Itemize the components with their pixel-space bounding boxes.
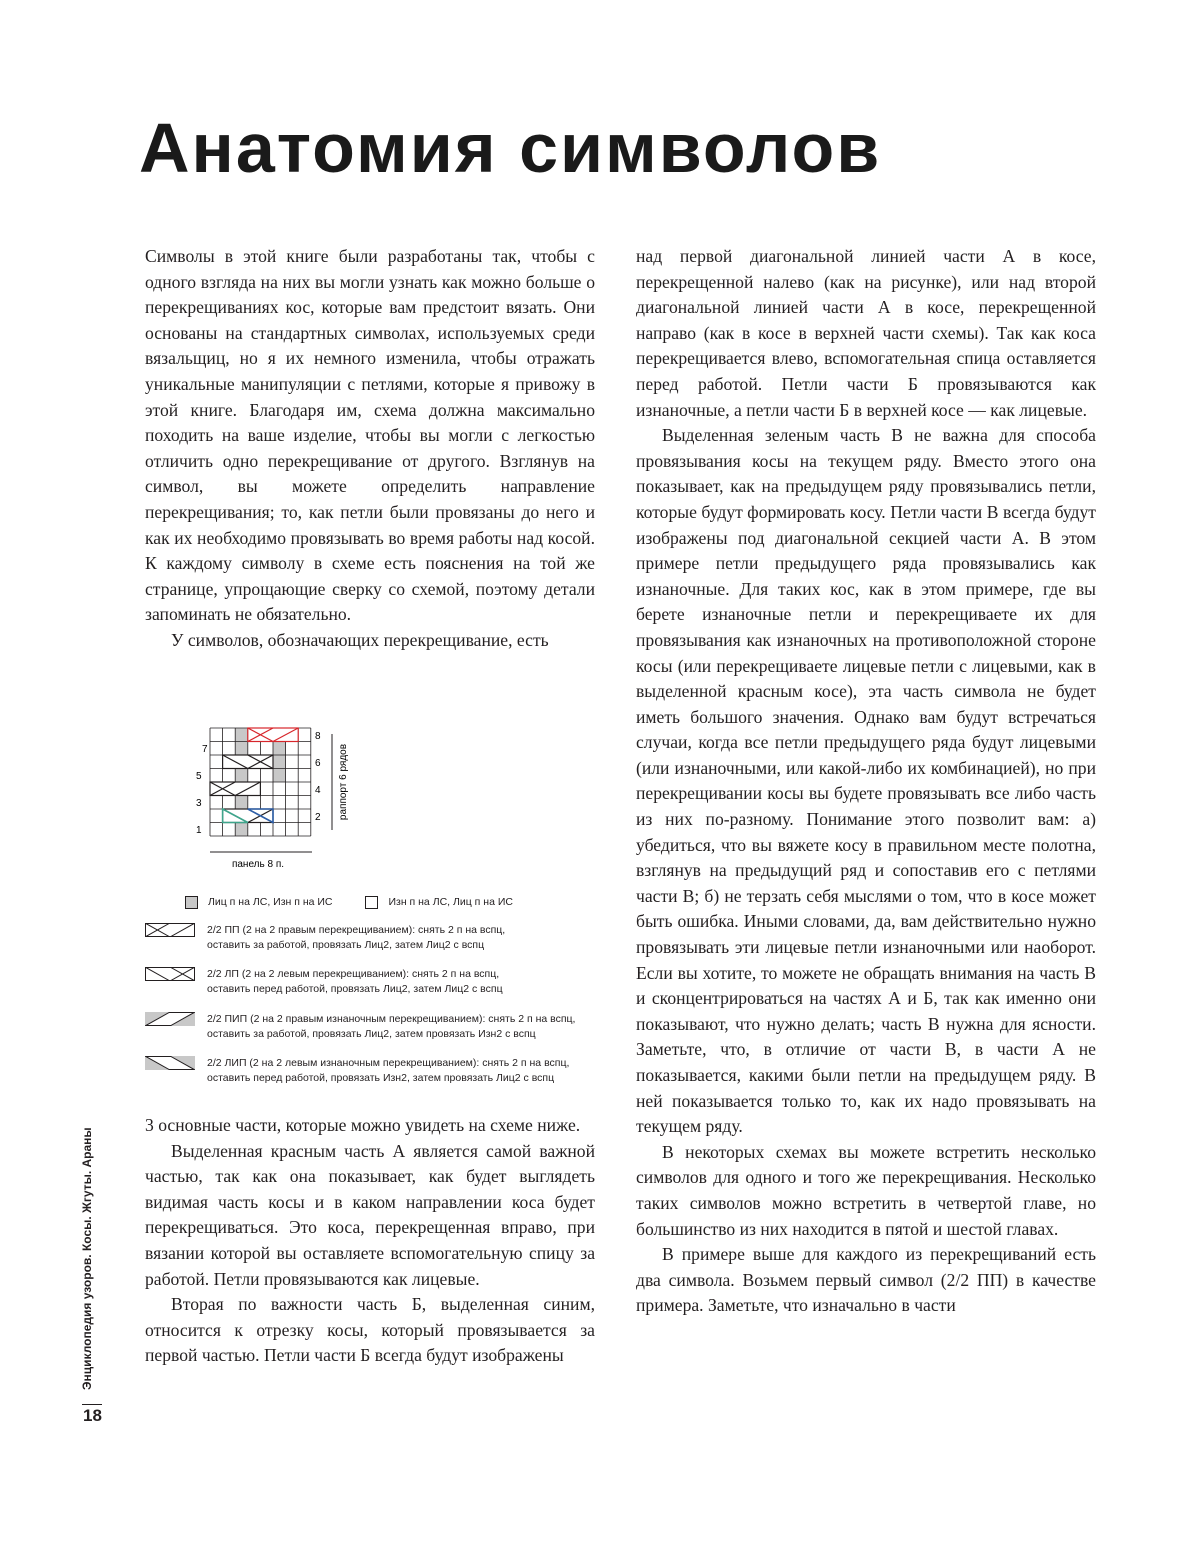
legend-item: 2/2 ЛП (2 на 2 левым перекрещиванием): снять 2 п на вспц, оставить перед работой, провязать Лиц2, затем Лиц2 с вспц xyxy=(140,967,503,997)
repeat-label: раппорт 6 рядов xyxy=(338,743,349,821)
left-column-top xyxy=(145,244,595,654)
paragraph: В некоторых схемах вы можете встретить несколько символов для одного и того же перекрещивания. Несколько таких символов можно встретить в четвертой главе, но большинство из них находится в пятой и шестой главах. xyxy=(636,1141,1096,1239)
right-column xyxy=(636,244,1096,1319)
paragraph: У символов, обозначающих перекрещивание, есть xyxy=(171,629,549,650)
cable-symbol-icon xyxy=(145,967,195,981)
cable-cell xyxy=(223,755,273,769)
cable-cell xyxy=(248,728,298,742)
row-label: 2 xyxy=(315,812,321,823)
row-labels-right xyxy=(315,731,321,823)
row-labels-left xyxy=(196,744,208,836)
knit-cell xyxy=(235,769,248,783)
paragraph: Выделенная зеленым часть В не важна для способа провязывания косы на текущем ряду. Вместо этого она показывает, как на предыдущем ряду провязывались петли, которые будут формировать косу. Петли части В всегда будут изображены под диагональной секцией части А. В этом примере петли предыдущего ряда провязывались как изнаночные. Для таких кос, как в этом примере, где вы берете изнаночные петли и перекрещиваете их для провязывания как изнаночных на противоположной стороне косы (или перекрещиваете лицевые петли с лицевыми, как в выделенной красным косе), эта часть символа не будет иметь большого значения. Однако вам будут встречаться случаи, когда все петли предыдущего ряда будут лицевыми (или изнаночными, или какой-либо их комбинацией), но при перекрещивании косы вы будете провязывать все либо часть из них по-разному. Понимание этого позволит вам: а) убедиться, что вы вяжете косу в правильном месте полотна, взглянув на предыдущий ряд и сопоставив его с петлями части В; б) не терзать себя мыслями о том, что в косе может быть ошибка. Иными словами, да, вам действительно нужно провязывать эти лицевые петли изнаночными или наоборот. Если вы хотите, то можете не обращать внимания на часть В и сконцентрироваться на частях А и Б, так как именно они показывают, что нужно делать; часть В нужна для ясности. Заметьте, что, в отличие от части В, в части А не показывается, какими были петли на предыдущем ряду. В ней показывается только то, как их надо провязывать на текущем ряду. xyxy=(636,425,1096,1137)
knit-cell xyxy=(273,769,286,783)
knit-cell xyxy=(235,728,248,742)
left-column-bottom xyxy=(145,1113,595,1369)
cable-symbol-icon xyxy=(145,1012,195,1026)
row-label: 8 xyxy=(315,731,321,742)
running-head: Энциклопедия узоров. Косы. Жгуты. Араны xyxy=(80,1127,94,1390)
legend-item: 2/2 ЛИП (2 на 2 левым изнаночным перекрещиванием): снять 2 п на вспц, оставить перед работой, провязать Изн2, затем провязать Лиц2 с вспц xyxy=(140,1056,569,1086)
paragraph: над первой диагональной линией части А в косе, перекрещенной налево (как на рисунке), или над второй диагональной линией части А в косе, перекрещенной направо (как в косе в верхней части схемы). Так как коса перекрещивается влево, вспомогательная спица оставляется перед работой. Петли части Б провязываются как изнаночные, а петли части Б в верхней косе — как лицевые. xyxy=(636,246,1096,420)
legend-item: 2/2 ПИП (2 на 2 правым изнаночным перекрещиванием): снять 2 п на вспц, оставить за работой, провязать Лиц2, затем провязать Изн2 с вспц xyxy=(140,1012,575,1042)
paragraph: Выделенная красным часть А является самой важной частью, так как она показывает, как будет выглядеть видимая часть косы и в каком направлении коса будет перекрещиваться. Это коса, перекрещенная вправо, при вязании которой вы оставляете вспомогательную спицу за работой. Петли провязываются как лицевые. xyxy=(145,1140,595,1289)
paragraph: Символы в этой книге были разработаны так, чтобы с одного взгляда на них вы могли узнать как можно больше о перекрещиваниях кос, которые вам предстоит вязать. Они основаны на стандартных символах, используемых среди вязальщиц, но я их немного изменила, чтобы отражать уникальные манипуляции с петлями, которые я привожу в этой книге. Благодаря им, схема должна максимально походить на ваше изделие, чтобы вы могли с легкостью отличить одно перекрещивание от другого. Взглянув на символ, вы можете определить направление перекрещивания; то, как петли были провязаны до него и как их необходимо провязывать во время работы над косой. К каждому символу в схеме есть пояснения на той же странице, упрощающие сверку со схемой, поэтому детали запоминать не обязательно. xyxy=(145,246,595,625)
page-title: Анатомия символов xyxy=(139,109,882,187)
knit-cell xyxy=(273,742,286,756)
legend-label: Лиц п на ЛС, Изн п на ИС xyxy=(208,896,333,908)
legend-knit xyxy=(185,895,513,910)
cable-symbol-icon xyxy=(145,1056,195,1070)
panel-label: панель 8 п. xyxy=(231,859,285,870)
cable-chart xyxy=(140,720,610,880)
knit-cell xyxy=(273,755,286,769)
cable-symbol-icon xyxy=(145,923,195,937)
knit-cell xyxy=(235,823,248,837)
paragraph: Вторая по важности часть Б, выделенная синим, относится к отрезку косы, который провязывается за первой частью. Петли части Б всегда будут изображены xyxy=(145,1294,595,1366)
cable-cell xyxy=(223,809,273,823)
row-label: 5 xyxy=(196,771,202,782)
knit-cell xyxy=(235,796,248,810)
legend-item: 2/2 ПП (2 на 2 правым перекрещиванием): снять 2 п на вспц, оставить за работой, провязать Лиц2, затем Лиц2 с вспц xyxy=(140,923,505,953)
row-label: 3 xyxy=(196,798,202,809)
legend-label: Изн п на ЛС, Лиц п на ИС xyxy=(388,896,513,908)
purl-swatch xyxy=(365,896,378,909)
paragraph: В примере выше для каждого из перекрещиваний есть два символа. Возьмем первый символ (2/2 ПП) в качестве примера. Заметьте, что изначально в части xyxy=(636,1244,1096,1316)
chart-figure xyxy=(140,720,610,1100)
row-label: 6 xyxy=(315,758,321,769)
paragraph: 3 основные части, которые можно увидеть на схеме ниже. xyxy=(145,1115,581,1135)
cable-cell xyxy=(210,782,260,796)
row-label: 1 xyxy=(196,825,202,836)
row-label: 4 xyxy=(315,785,321,796)
chart-grid xyxy=(210,728,311,836)
row-label: 7 xyxy=(202,744,208,755)
page-number: 18 xyxy=(83,1406,102,1425)
knit-swatch xyxy=(185,896,198,909)
page-number-rule xyxy=(82,1404,102,1405)
knit-cell xyxy=(235,742,248,756)
